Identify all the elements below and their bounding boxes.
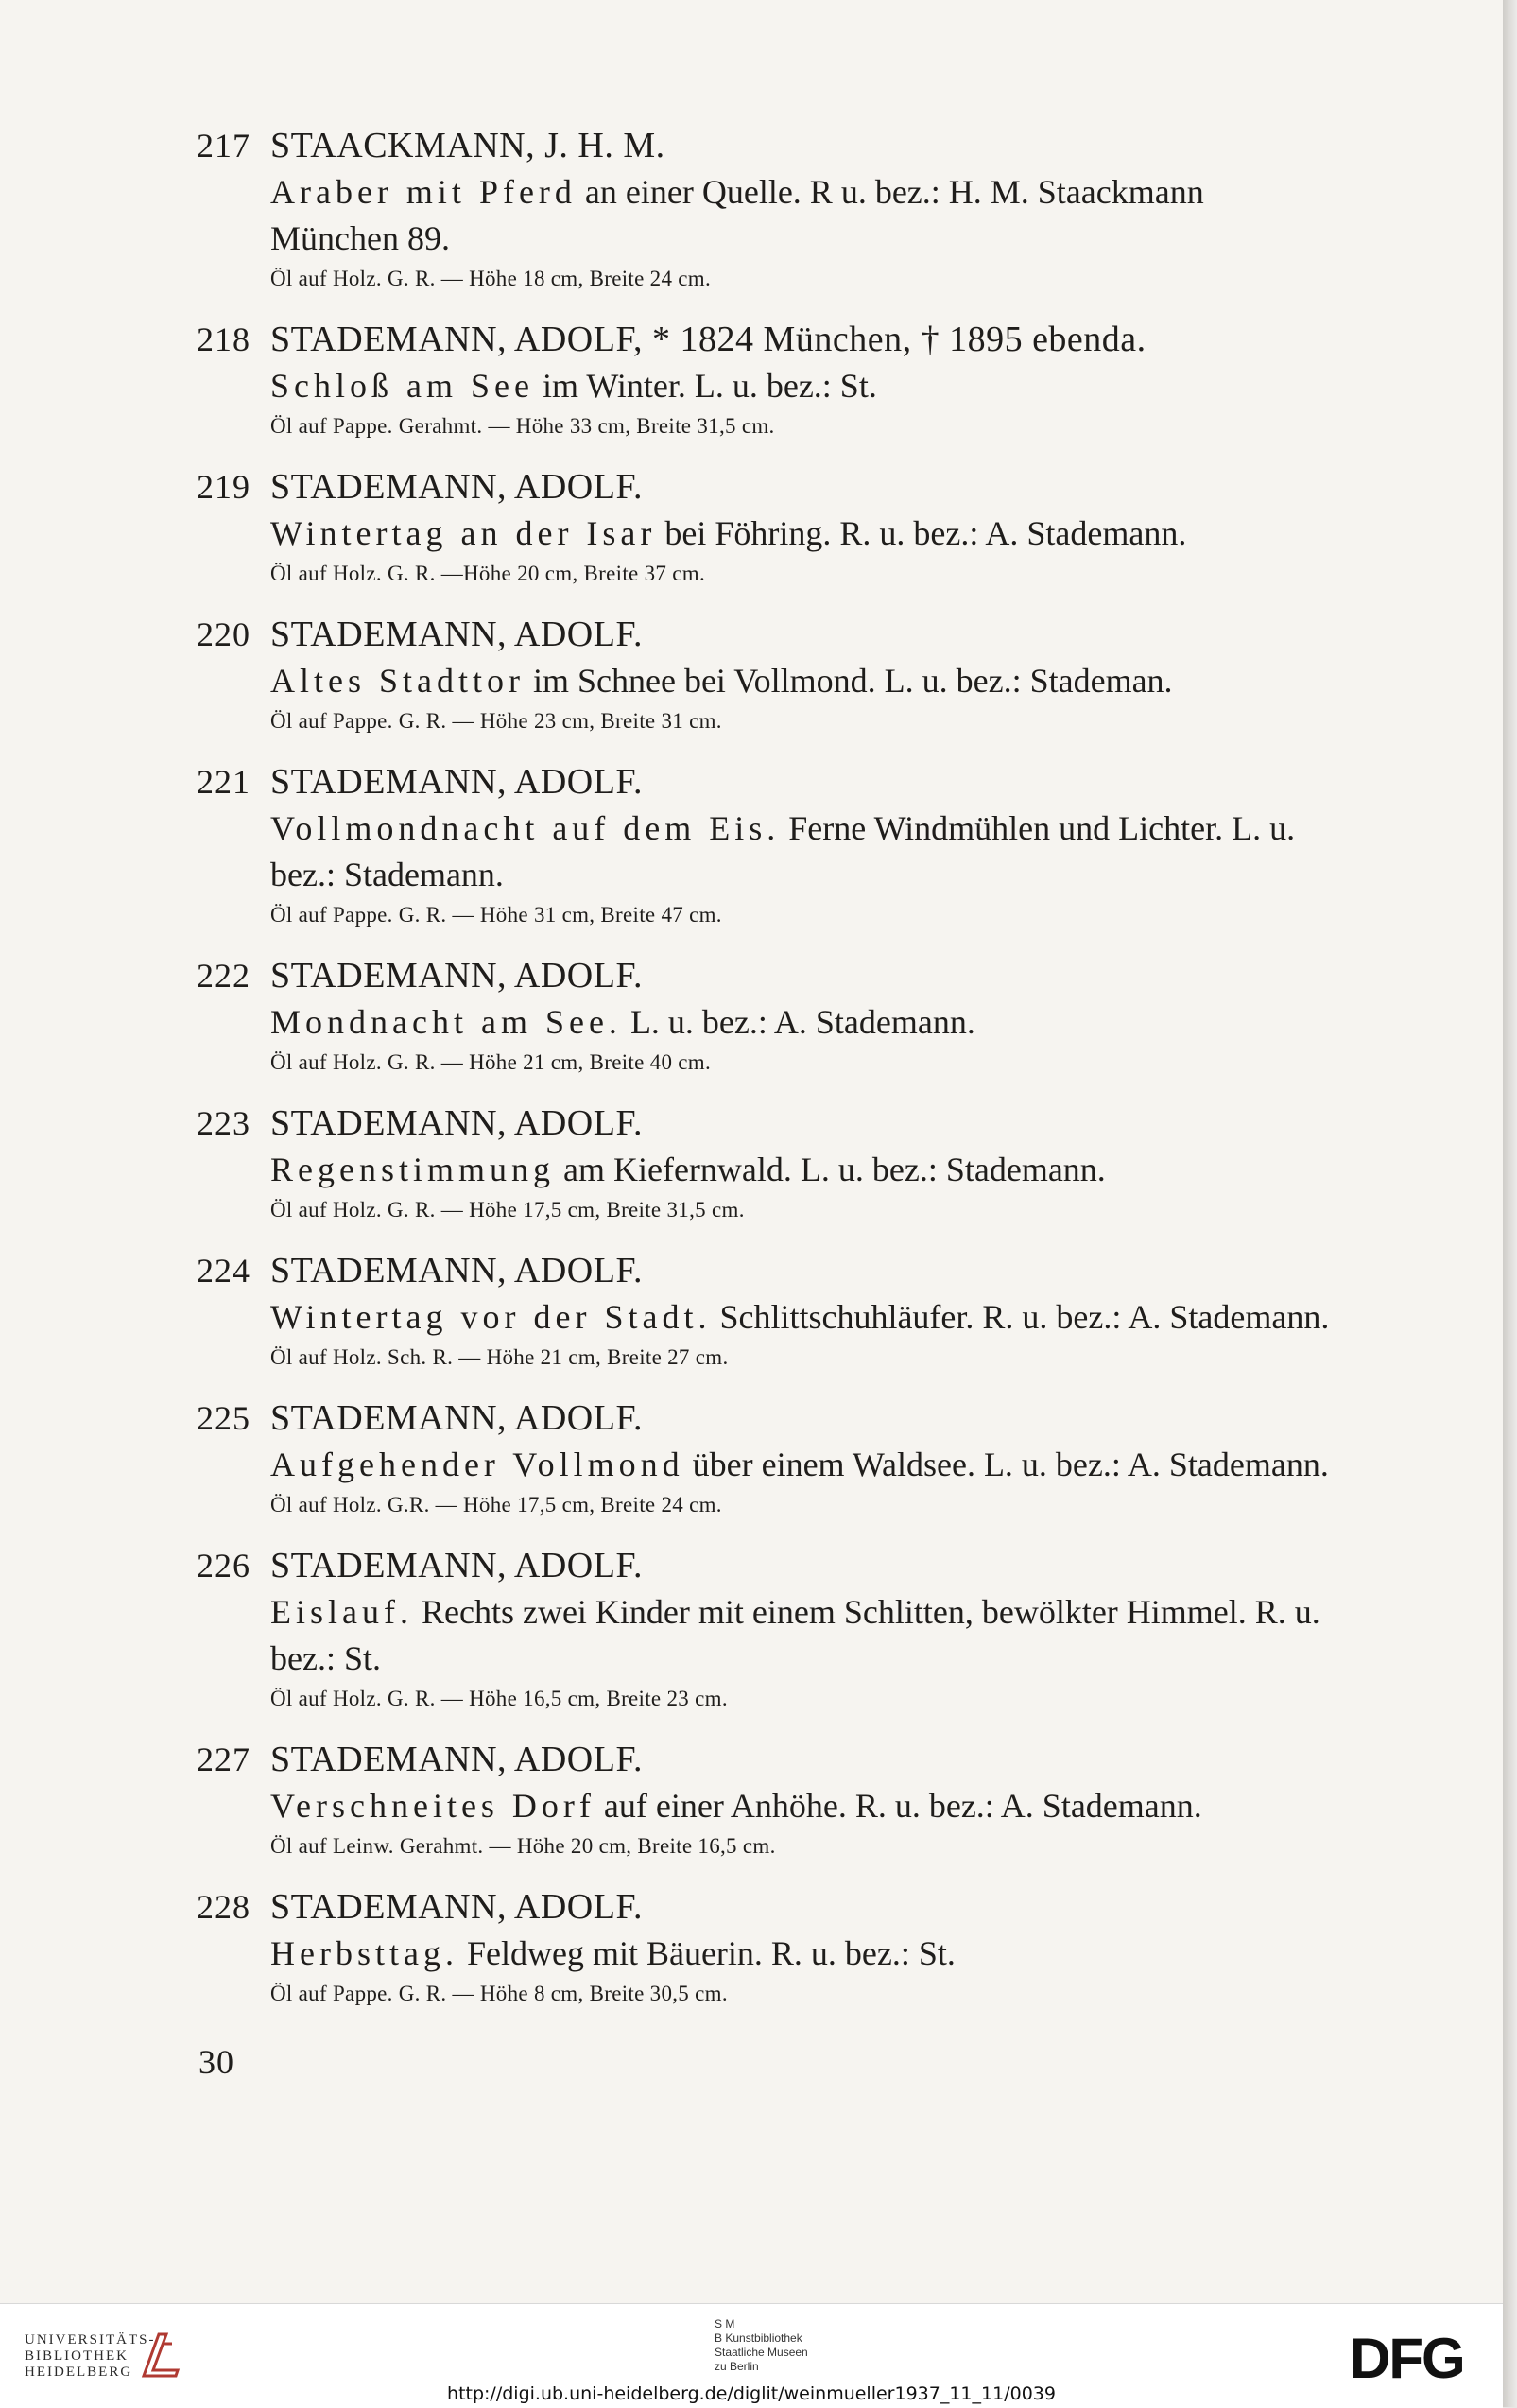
lot-number: 218 [197, 320, 250, 358]
lot-number: 228 [197, 1888, 250, 1926]
artwork-details: Öl auf Leinw. Gerahmt. — Höhe 20 cm, Breite 16,5 cm. [270, 1834, 776, 1858]
lot-number: 224 [197, 1252, 250, 1290]
artwork-description-rest: Schlittschuhläufer. R. u. bez.: A. Stademann. [711, 1298, 1330, 1336]
artwork-description [270, 1589, 1338, 1682]
dfg-logo-text: DFG [1350, 2329, 1464, 2389]
artwork-description [270, 169, 1338, 262]
artist-name: STADEMANN, ADOLF. [270, 1103, 644, 1143]
artist-name: STAACKMANN, J. H. M. [270, 126, 665, 165]
artwork-details: Öl auf Holz. G.R. — Höhe 17,5 cm, Breite 24 cm. [270, 1493, 722, 1516]
lot-number: 221 [197, 763, 250, 801]
lot-number: 220 [197, 615, 250, 653]
artwork-description-rest: im Winter. L. u. bez.: St. [533, 367, 877, 405]
catalog-entry [0, 759, 1503, 932]
artwork-description [270, 1931, 1338, 1977]
artwork-details: Öl auf Holz. G. R. —Höhe 20 cm, Breite 37 cm. [270, 562, 705, 585]
artwork-title: Aufgehender Vollmond [270, 1446, 684, 1483]
artwork-details: Öl auf Holz. G. R. — Höhe 18 cm, Breite 24 cm. [270, 267, 712, 290]
catalog-entry [0, 1248, 1503, 1375]
artwork-details: Öl auf Pappe. G. R. — Höhe 31 cm, Breite 47 cm. [270, 903, 722, 927]
artwork-title: Araber mit Pferd [270, 173, 577, 211]
artwork-details: Öl auf Holz. G. R. — Höhe 17,5 cm, Breite 31,5 cm. [270, 1198, 745, 1221]
artwork-description-rest: bei Föhring. R. u. bez.: A. Stademann. [656, 514, 1187, 552]
university-library-logo[interactable] [25, 2332, 156, 2381]
artwork-title: Mondnacht am See. [270, 1003, 622, 1041]
artist-name: STADEMANN, ADOLF. [270, 1398, 644, 1438]
catalog-entry [0, 1884, 1503, 2011]
lot-number: 222 [197, 957, 250, 995]
artwork-description [270, 363, 1338, 409]
sm-logo-line: S M [715, 2317, 735, 2330]
permalink-url[interactable]: http://digi.ub.uni-heidelberg.de/diglit/weinmueller1937_11_11/0039 [447, 2383, 1056, 2404]
artwork-description [270, 1147, 1338, 1193]
artwork-description [270, 1442, 1338, 1488]
artist-name: STADEMANN, ADOLF. [270, 467, 644, 507]
catalog-entry [0, 1395, 1503, 1522]
university-emblem-icon [138, 2329, 183, 2382]
catalog-entries [0, 123, 1503, 2032]
page-number: 30 [198, 2043, 234, 2081]
sm-kunstbibliothek-logo[interactable] [715, 2317, 808, 2374]
artwork-description-rest: an einer Quelle. R u. bez.: H. M. Staackmann München 89. [270, 173, 1204, 257]
artist-name: STADEMANN, ADOLF. [270, 1251, 644, 1291]
catalog-entry [0, 953, 1503, 1080]
artwork-details: Öl auf Pappe. Gerahmt. — Höhe 33 cm, Breite 31,5 cm. [270, 414, 775, 438]
artwork-title: Vollmondnacht auf dem Eis. [270, 809, 781, 847]
artwork-description-rest: über einem Waldsee. L. u. bez.: A. Stademann. [683, 1446, 1329, 1483]
artwork-description [270, 1294, 1338, 1341]
artwork-description [270, 658, 1338, 704]
artwork-description-rest: am Kiefernwald. L. u. bez.: Stademann. [555, 1151, 1106, 1188]
artist-name: STADEMANN, ADOLF. [270, 1740, 644, 1779]
artist-name: STADEMANN, ADOLF, * 1824 München, † 1895 ebenda. [270, 320, 1146, 359]
artwork-description-rest: Feldweg mit Bäuerin. R. u. bez.: St. [457, 1934, 956, 1972]
lot-number: 219 [197, 468, 250, 506]
catalog-entry [0, 1737, 1503, 1863]
catalog-entry [0, 123, 1503, 296]
artwork-description-rest: Ferne Windmühlen und Lichter. L. u. bez.: Stademann. [270, 809, 1296, 893]
artwork-title: Schloß am See [270, 367, 534, 405]
uni-logo-line: BIBLIOTHEK [25, 2348, 129, 2364]
artwork-description-rest: L. u. bez.: A. Stademann. [621, 1003, 975, 1041]
scan-edge [1503, 0, 1517, 2407]
artwork-title: Regenstimmung [270, 1151, 555, 1188]
artwork-title: Wintertag vor der Stadt. [270, 1298, 712, 1336]
artwork-description-rest: auf einer Anhöhe. R. u. bez.: A. Stademann. [595, 1787, 1202, 1825]
artist-name: STADEMANN, ADOLF. [270, 1546, 644, 1585]
sm-logo-line: zu Berlin [715, 2360, 759, 2373]
artist-name: STADEMANN, ADOLF. [270, 956, 644, 996]
artwork-details: Öl auf Holz. Sch. R. — Höhe 21 cm, Breite 27 cm. [270, 1345, 729, 1369]
catalog-entry [0, 1100, 1503, 1227]
artist-name: STADEMANN, ADOLF. [270, 1887, 644, 1927]
catalog-entry [0, 1543, 1503, 1716]
artwork-description [270, 806, 1338, 898]
sm-logo-line: Staatliche Museen [715, 2346, 808, 2359]
artwork-description-rest: im Schnee bei Vollmond. L. u. bez.: Stademan. [524, 662, 1173, 700]
artist-name: STADEMANN, ADOLF. [270, 615, 644, 654]
lot-number: 217 [197, 127, 250, 165]
artwork-details: Öl auf Pappe. G. R. — Höhe 8 cm, Breite 30,5 cm. [270, 1982, 728, 2005]
sm-logo-line: B Kunstbibliothek [715, 2331, 802, 2345]
lot-number: 226 [197, 1547, 250, 1585]
dfg-logo[interactable] [1350, 2329, 1491, 2389]
artwork-description [270, 999, 1338, 1046]
artwork-title: Herbsttag. [270, 1934, 458, 1972]
artwork-details: Öl auf Holz. G. R. — Höhe 16,5 cm, Breite 23 cm. [270, 1687, 728, 1710]
artwork-title: Altes Stadttor [270, 662, 525, 700]
lot-number: 225 [197, 1399, 250, 1437]
lot-number: 227 [197, 1741, 250, 1778]
catalog-entry [0, 317, 1503, 443]
viewer-footer [0, 2303, 1503, 2408]
artwork-details: Öl auf Pappe. G. R. — Höhe 23 cm, Breite 31 cm. [270, 709, 722, 733]
artist-name: STADEMANN, ADOLF. [270, 762, 644, 802]
artwork-description [270, 511, 1338, 557]
catalog-entry [0, 464, 1503, 591]
artwork-title: Verschneites Dorf [270, 1787, 595, 1825]
uni-logo-line: UNIVERSITÄTS- [25, 2332, 156, 2347]
lot-number: 223 [197, 1104, 250, 1142]
artwork-title: Eislauf. [270, 1593, 413, 1631]
catalog-entry [0, 612, 1503, 738]
artwork-details: Öl auf Holz. G. R. — Höhe 21 cm, Breite 40 cm. [270, 1050, 712, 1074]
artwork-description [270, 1783, 1338, 1829]
artwork-description-rest: Rechts zwei Kinder mit einem Schlitten, bewölkter Himmel. R. u. bez.: St. [270, 1593, 1320, 1677]
uni-logo-line: HEIDELBERG [25, 2365, 133, 2380]
artwork-title: Wintertag an der Isar [270, 514, 657, 552]
